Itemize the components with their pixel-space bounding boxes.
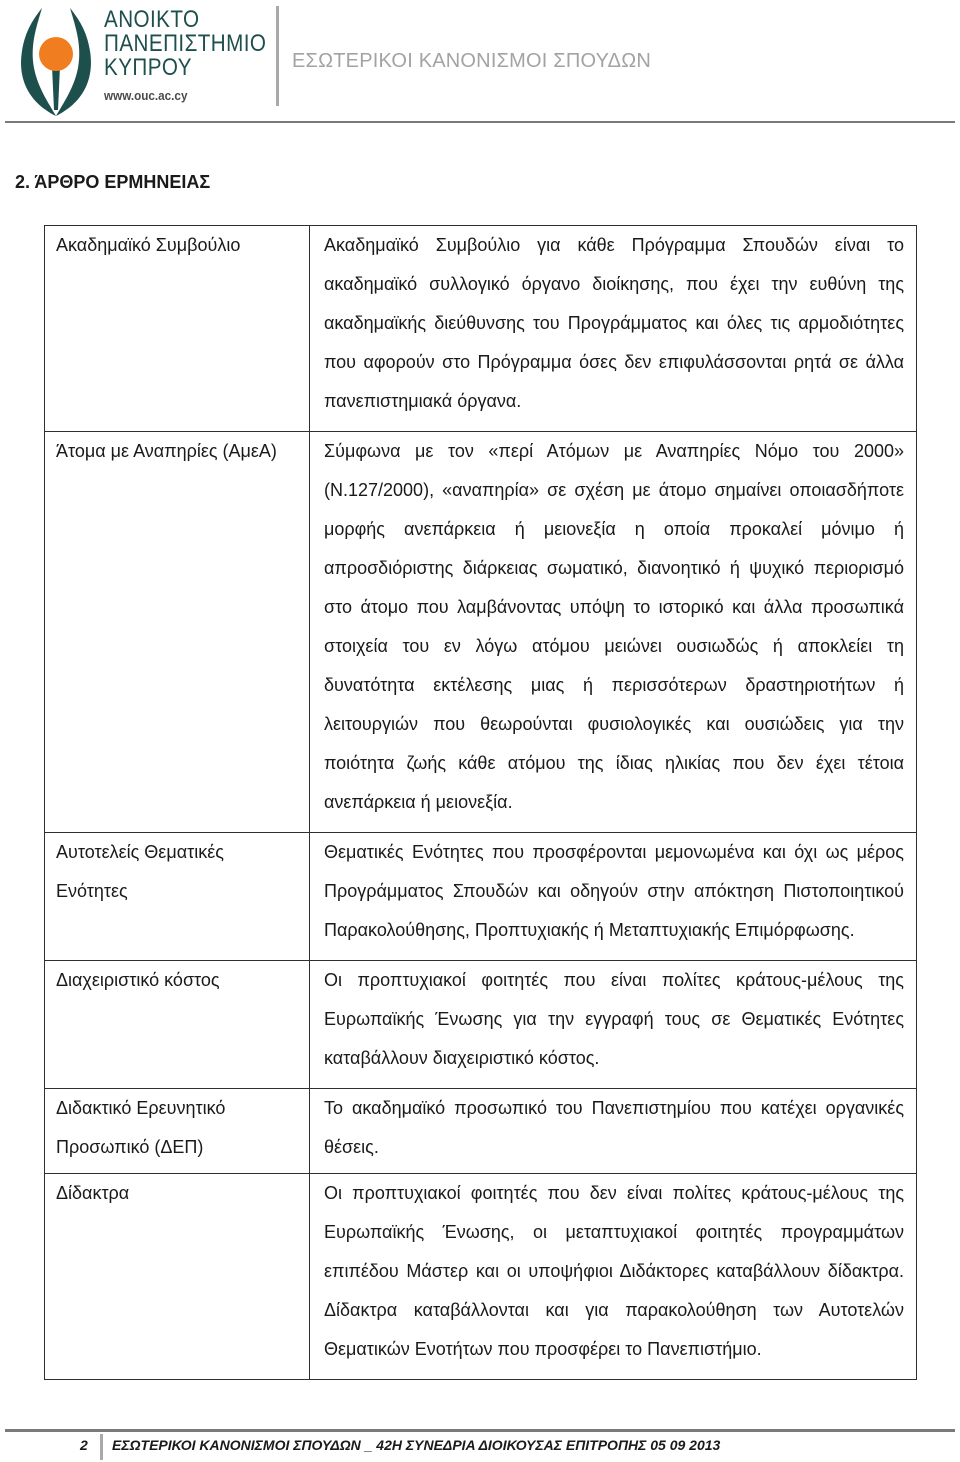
definitions-table: [44, 225, 917, 1380]
table-row: [45, 432, 917, 833]
section-heading: 2. ΆΡΘΡΟ ΕΡΜΗΝΕΙΑΣ: [15, 172, 211, 192]
term-cell: Ακαδημαϊκό Συμβούλιο: [45, 226, 310, 432]
logo-line-1: ΑΝΟΙΚΤΟ: [104, 6, 200, 33]
university-logo-icon: [16, 6, 96, 118]
footer-text: ΕΣΩΤΕΡΙΚΟΙ ΚΑΝΟΝΙΣΜΟΙ ΣΠΟΥΔΩΝ _ 42Η ΣΥΝΕΔΡΙΑ ΔΙΟΙΚΟΥΣΑΣ ΕΠΙΤΡΟΠΗΣ 05 09 2013: [112, 1437, 721, 1453]
footer-rule: [5, 1429, 955, 1432]
document-title: ΕΣΩΤΕΡΙΚΟΙ ΚΑΝΟΝΙΣΜΟΙ ΣΠΟΥΔΩΝ: [292, 50, 652, 72]
table-row: [45, 1174, 917, 1380]
page-number: 2: [80, 1437, 88, 1453]
footer-divider: [100, 1434, 103, 1460]
definition-cell: Θεματικές Ενότητες που προσφέρονται μεμονωμένα και όχι ως μέρος Προγράμματος Σπουδών και οδηγούν στην απόκτηση Πιστοποιητικού Παρακολούθησης, Προπτυχιακής ή Μεταπτυχιακής Επιμόρφωσης.: [310, 833, 917, 961]
term-cell: Δίδακτρα: [45, 1174, 310, 1380]
logo-line-2: ΠΑΝΕΠΙΣΤΗΜΙΟ: [104, 30, 267, 57]
logo-wordmark: [104, 8, 293, 103]
table-row: [45, 226, 917, 432]
table-row: [45, 1089, 917, 1174]
definition-cell: Οι προπτυχιακοί φοιτητές που είναι πολίτες κράτους-μέλους της Ευρωπαϊκής Ένωσης για την εγγραφή τους σε Θεματικές Ενότητες καταβάλλουν διαχειριστικό κόστος.: [310, 961, 917, 1089]
page-header: [0, 0, 960, 124]
term-cell: Διαχειριστικό κόστος: [45, 961, 310, 1089]
definition-cell: Ακαδημαϊκό Συμβούλιο για κάθε Πρόγραμμα Σπουδών είναι το ακαδημαϊκό συλλογικό όργανο διοίκησης, που έχει την ευθύνη της ακαδημαϊκής διεύθυνσης του Προγράμματος και όλες τις αρμοδιότητες που αφορούν στο Πρόγραμμα όσες δεν επιφυλάσσονται ρητά σε άλλα πανεπιστημιακά όργανα.: [310, 226, 917, 432]
term-cell: Διδακτικό Ερευνητικό Προσωπικό (ΔΕΠ): [45, 1089, 310, 1174]
header-rule: [5, 121, 955, 123]
logo-line-3: ΚΥΠΡΟΥ: [104, 54, 192, 81]
table-row: [45, 961, 917, 1089]
logo-url: www.ouc.ac.cy: [104, 88, 188, 103]
term-cell: Άτομα με Αναπηρίες (ΑμεΑ): [45, 432, 310, 833]
definition-cell: Το ακαδημαϊκό προσωπικό του Πανεπιστημίου που κατέχει οργανικές θέσεις.: [310, 1089, 917, 1174]
table-row: [45, 833, 917, 961]
header-divider: [276, 6, 279, 106]
definition-cell: Οι προπτυχιακοί φοιτητές που δεν είναι πολίτες κράτους-μέλους της Ευρωπαϊκής Ένωσης, οι μεταπτυχιακοί φοιτητές προγραμμάτων επιπέδου Μάστερ και οι υποψήφιοι Διδάκτορες καταβάλλουν δίδακτρα. Δίδακτρα καταβάλλονται και για παρακολούθηση των Αυτοτελών Θεματικών Ενοτήτων που προσφέρει το Πανεπιστήμιο.: [310, 1174, 917, 1380]
definition-cell: Σύμφωνα με τον «περί Ατόμων με Αναπηρίες Νόμο του 2000» (Ν.127/2000), «αναπηρία» σε σχέση με άτομο σημαίνει οποιασδήποτε μορφής ανεπάρκεια ή μειονεξία η οποία προκαλεί μόνιμο ή απροσδιόριστης διάρκειας σωματικό, διανοητικό ή ψυχικό περιορισμό στο άτομο που λαμβάνοντας υπόψη το ιστορικό και άλλα προσωπικά στοιχεία του εν λόγω ατόμου μειώνει ουσιωδώς ή αποκλείει τη δυνατότητα εκτέλεσης μιας ή περισσότερων δραστηριοτήτων ή λειτουργιών που θεωρούνται φυσιολογικές και ουσιώδεις για την ποιότητα ζωής κάθε ατόμου της ίδιας ηλικίας που δεν έχει τέτοια ανεπάρκεια ή μειονεξία.: [310, 432, 917, 833]
term-cell: Αυτοτελείς Θεματικές Ενότητες: [45, 833, 310, 961]
